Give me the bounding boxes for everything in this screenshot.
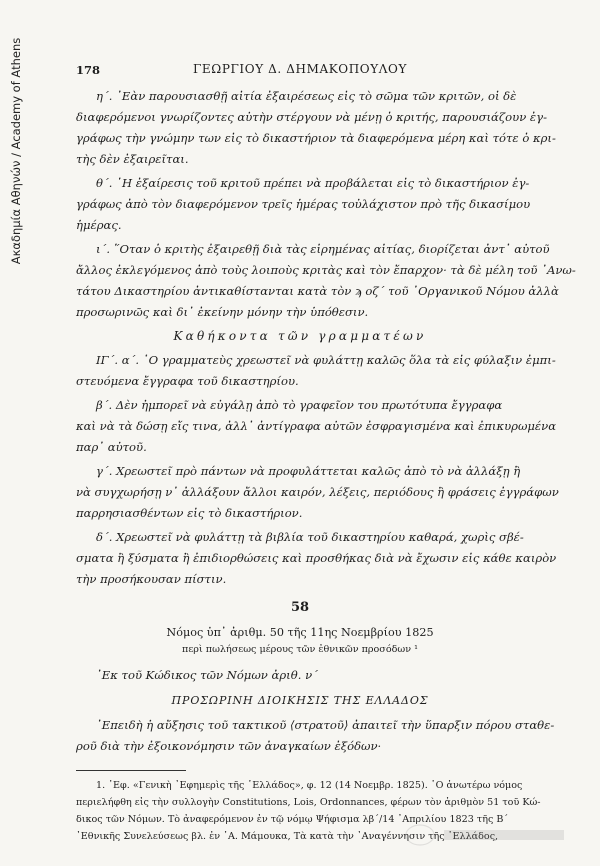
body-line: η΄. ᾿Εὰν παρουσιασθῇ αἰτία ἐξαιρέσεως εἰς τὸ σῶμα τῶν κριτῶν, οἱ δὲ xyxy=(96,89,517,103)
body-line: γράφως ἀπὸ τὸν διαφερόμενον τρεῖς ἡμέρας τοὐλάχιστον πρὸ τῆς δικασίμου xyxy=(76,197,531,211)
body-line: ἡμέρας. xyxy=(76,218,122,232)
body-line: νὰ συγχωρήσῃ ν᾿ ἀλλάξουν ἄλλοι καιρόν, λέξεις, περιόδους ἢ φράσεις ἐγγράφων xyxy=(76,485,559,499)
page-number: 178 xyxy=(76,63,101,77)
preamble-line: ᾿Επειδὴ ἡ αὔξησις τοῦ τακτικοῦ ⟨στρατοῦ⟩ ἀπαιτεῖ τὴν ὕπαρξιν πόρου σταθε- xyxy=(96,718,555,732)
body-line: β΄. Δὲν ἠμπορεῖ νὰ εὐγάλῃ ἀπὸ τὸ γραφεῖον του πρωτότυπα ἔγγραφα xyxy=(96,398,503,412)
source-line: ᾿Εκ τοῦ Κώδικος τῶν Νόμων ἀριθ. ν΄ xyxy=(96,668,318,682)
body-line: ἄλλος ἐκλεγόμενος ἀπὸ τοὺς λοιποὺς κριτὰς καὶ τὸν ἔπαρχον· τὰ δὲ μέλη τοῦ ᾿Ανω- xyxy=(76,263,576,277)
body-line: ΙΓ΄. α΄. ῾Ο γραμματεὺς χρεωστεῖ νὰ φυλάττῃ καλῶς ὅλα τὰ εἰς φύλαξιν ἐμπι- xyxy=(96,353,556,367)
body-line: καὶ νὰ τὰ δώσῃ εἴς τινα, ἀλλ᾿ ἀντίγραφα αὐτῶν ἐσφραγισμένα καὶ ἐπικυρωμένα xyxy=(76,419,557,433)
issuing-authority: ΠΡΟΣΩΡΙΝΗ ΔΙΟΙΚΗΣΙΣ ΤΗΣ ΕΛΛΑΔΟΣ xyxy=(171,694,429,707)
document-number: 58 xyxy=(290,600,310,615)
footnote-line: ᾿Εθνικῆς Συνελεύσεως βλ. ἐν ᾿Α. Μάμουκα, Τὰ κατὰ τὴν ᾿Αναγέννησιν τῆς ῾Ελλάδος, xyxy=(76,831,499,842)
footnote-line: περιελήφθη εἰς τὴν συλλογὴν Constitutions, Lois, Ordonnances, φέρων τὸν ἀριθμὸν 51 τοῦ Κώ- xyxy=(76,797,541,808)
law-title: Νόμος ὑπ᾿ ἀριθμ. 50 τῆς 11ης Νοεμβρίου 1825 xyxy=(166,626,434,639)
faint-watermark xyxy=(400,822,580,848)
body-line: τὴς δὲν ἐξαιρεῖται. xyxy=(76,152,189,166)
body-line: θ΄. ῾Η ἐξαίρεσις τοῦ κριτοῦ πρέπει νὰ προβάλεται εἰς τὸ δικαστήριον ἐγ- xyxy=(96,176,530,190)
law-subtitle: περὶ πωλήσεως μέρους τῶν ἐθνικῶν προσόδων ¹ xyxy=(182,644,418,655)
body-line: τὴν προσήκουσαν πίστιν. xyxy=(76,572,227,586)
body-line: στευόμενα ἔγγραφα τοῦ δικαστηρίου. xyxy=(76,374,299,388)
body-line: γ΄. Χρεωστεῖ πρὸ πάντων νὰ προφυλάττεται καλῶς ἀπὸ τὸ νὰ ἀλλάξῃ ἢ xyxy=(96,464,521,478)
body-line: ι΄. ῞Οταν ὁ κριτὴς ἐξαιρεθῇ διὰ τὰς εἰρημένας αἰτίας, διορίζεται ἀντ᾿ αὐτοῦ xyxy=(96,242,550,256)
body-line: γράφως τὴν γνώμην των εἰς τὸ δικαστήριον τὰ διαφερόμενα μέρη καὶ τότε ὁ κρι- xyxy=(76,131,556,145)
body-line: διαφερόμενοι γνωρίζοντες αὐτὴν στέργουν νὰ μένῃ ὁ κριτής, παρουσιάζουν ἐγ- xyxy=(76,110,547,124)
body-line: δ΄. Χρεωστεῖ νὰ φυλάττῃ τὰ βιβλία τοῦ δικαστηρίου καθαρά, χωρὶς σβέ- xyxy=(96,530,524,544)
body-line: τάτου Δικαστηρίου ἀντικαθίστανται κατὰ τὸν ϡ οζ΄ τοῦ ᾿Οργανικοῦ Νόμου ἀλλὰ xyxy=(76,284,559,298)
footnote-line: 1. ᾿Εφ. «Γενικὴ ᾿Εφημερὶς τῆς ῾Ελλάδος», φ. 12 (14 Νοεμβρ. 1825). ῾Ο ἀνωτέρω νόμος xyxy=(96,780,523,791)
body-line: προσωρινῶς καὶ δι᾿ ἐκείνην μόνην τὴν ὑπόθεσιν. xyxy=(76,305,369,319)
body-line: παρρησιασθέντων εἰς τὸ δικαστήριον. xyxy=(76,506,303,520)
body-line: σματα ἢ ξύσματα ἢ ἐπιδιορθώσεις καὶ προσθήκας διὰ νὰ ἔχωσιν εἰς κάθε καιρὸν xyxy=(76,551,557,565)
body-line: παρ᾿ αὐτοῦ. xyxy=(76,440,147,454)
footnote-rule xyxy=(76,770,186,771)
footnote-line: δικος τῶν Νόμων. Τὸ ἀναφερόμενον ἐν τῷ νόμῳ Ψήφισμα λβ΄/14 ᾿Απριλίου 1823 τῆς Β΄ xyxy=(76,814,509,825)
running-head: ΓΕΩΡΓΙΟΥ Δ. ΔΗΜΑΚΟΠΟΥΛΟΥ xyxy=(193,62,407,76)
section-heading: Καθήκοντα τῶν γραμματέων xyxy=(173,329,427,343)
preamble-line: ροῦ διὰ τὴν ἐξοικονόμησιν τῶν ἀναγκαίων ἐξόδων· xyxy=(76,739,382,753)
archive-stamp-text: Ακαδημία Αθηνών / Academy of Athens xyxy=(9,37,23,265)
